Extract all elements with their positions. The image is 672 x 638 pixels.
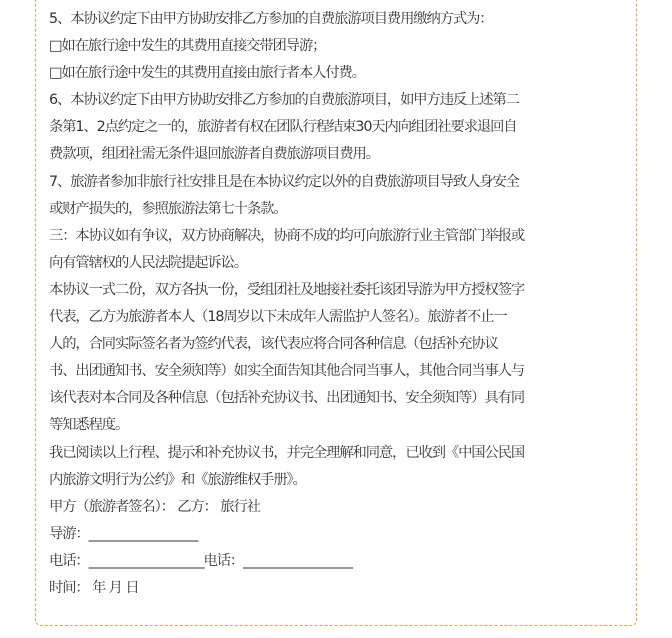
- date-field: 时间： 年 月 日: [49, 579, 139, 596]
- signature-parties: 甲方（旅游者签名）： 乙方： 旅行社: [49, 498, 260, 515]
- copies-para-line-4: 书、出团通知书、安全须知等）如实全面告知其他合同当事人，其他合同当事人与: [49, 363, 525, 380]
- section-3-line-1: 三：本协议如有争议，双方协商解决，协商不成的均可向旅游行业主管部门举报或: [49, 227, 525, 244]
- acknowledgement-line-1: 我已阅读以上行程、提示和补充协议书，并完全理解和同意，已收到《中国公民国: [49, 444, 525, 461]
- clause-6-line-1: 6、本协议约定下由甲方协助安排乙方参加的自费旅游项目，如甲方违反上述第二: [49, 92, 519, 109]
- copies-para-line-6: 等知悉程度。: [49, 417, 129, 434]
- clause-6-line-2: 条第1、2点约定之一的，旅游者有权在团队行程结束30天内向组团社要求退回自: [49, 119, 517, 136]
- copies-para-line-5: 该代表对本合同及各种信息（包括补充协议书、出团通知书、安全须知等）具有同: [49, 390, 525, 407]
- guide-signature-field: 导游：__________________: [49, 525, 198, 542]
- payment-option-guide: □如在旅行途中发生的其费用直接交带团导游；: [49, 38, 326, 55]
- copies-para-line-2: 代表，乙方为旅游者本人（18周岁以下未成年人需监护人签名）。旅游者不止一: [49, 309, 507, 326]
- phone-fields: 电话：___________________电话：__________________: [49, 552, 352, 569]
- acknowledgement-line-2: 内旅游文明行为公约》和《旅游维权手册》。: [49, 471, 306, 488]
- clause-7-line-1: 7、旅游者参加非旅行社安排且是在本协议约定以外的自费旅游项目导致人身安全: [49, 173, 519, 190]
- copies-para-line-1: 本协议一式二份，双方各执一份，受组团社及地接社委托该团导游为甲方授权签字: [49, 281, 525, 298]
- clause-6-line-3: 费款项，组团社需无条件退回旅游者自费旅游项目费用。: [49, 146, 379, 163]
- section-3-line-2: 向有管辖权的人民法院提起诉讼。: [49, 254, 247, 271]
- agreement-text: [49, 6, 635, 602]
- payment-option-self: □如在旅行途中发生的其费用直接由旅行者本人付费。: [49, 65, 365, 82]
- copies-para-line-3: 人的，合同实际签名者为签约代表，该代表应将合同各种信息（包括补充协议: [49, 336, 498, 353]
- clause-5-line: 5、本协议约定下由甲方协助安排乙方参加的自费旅游项目费用缴纳方式为：: [49, 11, 493, 27]
- clause-7-line-2: 或财产损失的，参照旅游法第七十条款。: [49, 200, 287, 217]
